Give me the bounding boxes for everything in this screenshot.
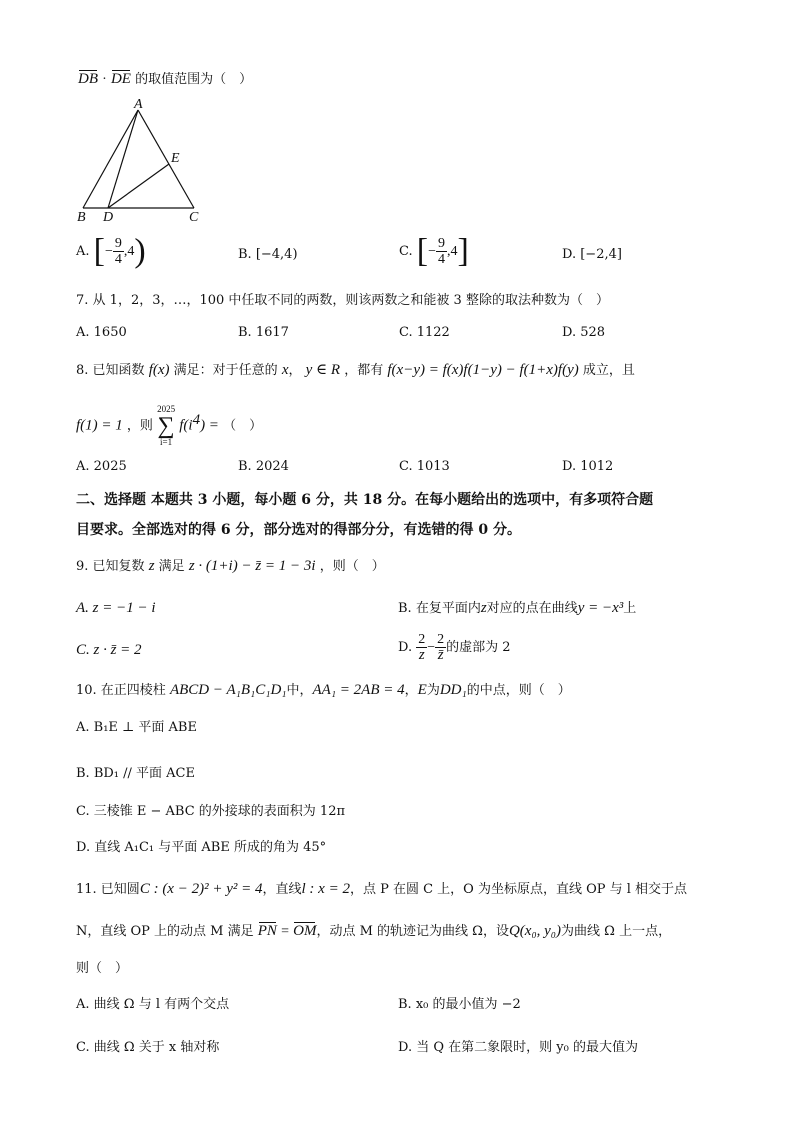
side-ab — [83, 110, 138, 208]
q10-option-c[interactable]: C. 三棱锥 E − ABC 的外接球的表面积为 12π — [76, 804, 346, 819]
q6-stem — [78, 70, 252, 89]
segment-de — [108, 164, 169, 208]
label-b: B — [77, 210, 86, 225]
q10-stem: 10. 在正四棱柱 ABCD − A₁B₁C₁D₁中，AA₁ = 2AB = 4，E为DD₁的中点，则（ ） — [76, 682, 571, 698]
q11-stem-line1: 11. 已知圆C : (x − 2)² + y² = 4，直线l : x = 2，点 P 在圆 C 上，O 为坐标原点，直线 OP 与 l 相交于点 — [76, 881, 688, 897]
q10-option-d[interactable]: D. 直线 A₁C₁ 与平面 ABE 所成的角为 45° — [76, 840, 327, 855]
q11-option-d[interactable]: D. 当 Q 在第二象限时，则 y₀ 的最大值为 — [398, 1040, 638, 1055]
q6-option-b[interactable]: B. [−4,4) — [238, 247, 298, 262]
q6-stem-text: 的取值范围为（ ） — [135, 72, 253, 87]
segment-ad — [108, 110, 138, 208]
q8-option-b[interactable]: B. 2024 — [238, 459, 289, 474]
q11-option-c[interactable]: C. 曲线 Ω 关于 x 轴对称 — [76, 1040, 220, 1055]
q9-option-b[interactable]: B. 在复平面内z对应的点在曲线y = −x³上 — [398, 600, 637, 616]
label-d: D — [103, 210, 114, 225]
q10-option-a[interactable]: A. B₁E ⊥ 平面 ABE — [76, 720, 197, 735]
q8-option-c[interactable]: C. 1013 — [399, 459, 450, 474]
label-e: E — [171, 151, 180, 166]
q9-option-c[interactable]: C. z · z̄ = 2 — [76, 642, 142, 658]
summation-symbol: 2025 ∑ i=1 — [157, 403, 176, 447]
q7-option-b[interactable]: B. 1617 — [238, 325, 289, 340]
triangle-diagram — [70, 96, 220, 226]
section-heading-line2: 目要求。全部选对的得 6 分，部分选对的得部分分，有选错的得 0 分。 — [76, 522, 521, 538]
q7-option-d[interactable]: D. 528 — [562, 325, 606, 340]
vector-om: OM — [293, 923, 317, 939]
q7-stem: 7. 从 1，2，3，…，100 中任取不同的两数，则该两数之和能被 3 整除的取法种数为（ ） — [76, 293, 609, 308]
vector-de: DE — [110, 71, 131, 87]
q11-option-b[interactable]: B. x₀ 的最小值为 −2 — [398, 997, 521, 1012]
dot-operator: · — [102, 72, 107, 87]
section-heading-line1: 二、选择题 本题共 3 小题，每小题 6 分，共 18 分。在每小题给出的选项中，有多项符合题 — [76, 492, 654, 508]
label-a: A — [134, 97, 143, 112]
q6-option-c[interactable]: C. [− $\frac{9}{4}$ ,4] — [399, 232, 469, 270]
q11-stem-line3: 则（ ） — [76, 961, 129, 976]
q8-option-a[interactable]: A. 2025 — [76, 459, 127, 474]
q6-option-d[interactable]: D. [−2,4] — [562, 247, 622, 262]
q6-option-a[interactable]: A. [− $\frac{9}{4}$ ,4) — [76, 232, 146, 270]
vector-pn: PN — [257, 923, 277, 939]
q9-stem: 9. 已知复数 z 满足 z · (1+i) − z̄ = 1 − 3i ，则（ ） — [76, 558, 385, 574]
q7-option-c[interactable]: C. 1122 — [399, 325, 450, 340]
q7-option-a[interactable]: A. 1650 — [76, 325, 127, 340]
q8-option-d[interactable]: D. 1012 — [562, 459, 614, 474]
q8-stem-line1: 8. 已知函数 f(x) 满足：对于任意的 x， y ∈ R ，都有 f(x−y) = f(x)f(1−y) − f(1+x)f(y) 成立，且 — [76, 362, 635, 378]
vector-db: DB — [78, 71, 98, 87]
label-c: C — [189, 210, 199, 225]
q10-option-b[interactable]: B. BD₁ // 平面 ACE — [76, 766, 195, 781]
q8-stem-line2: f(1) = 1 ，则 2025 ∑ i=1 $f(i^4)$ = （ ） — [76, 403, 263, 447]
q9-option-a[interactable]: A. z = −1 − i — [76, 600, 156, 616]
side-ac — [138, 110, 194, 208]
q11-stem-line2: N，直线 OP 上的动点 M 满足 PN = OM，动点 M 的轨迹记为曲线 Ω，设Q(x₀, y₀)为曲线 Ω 上一点， — [76, 923, 672, 939]
q11-option-a[interactable]: A. 曲线 Ω 与 l 有两个交点 — [76, 997, 230, 1012]
q9-option-d[interactable]: D. $\frac{2}{z}$ − $\frac{2}{z̄}$ 的虚部为 2 — [398, 632, 511, 663]
